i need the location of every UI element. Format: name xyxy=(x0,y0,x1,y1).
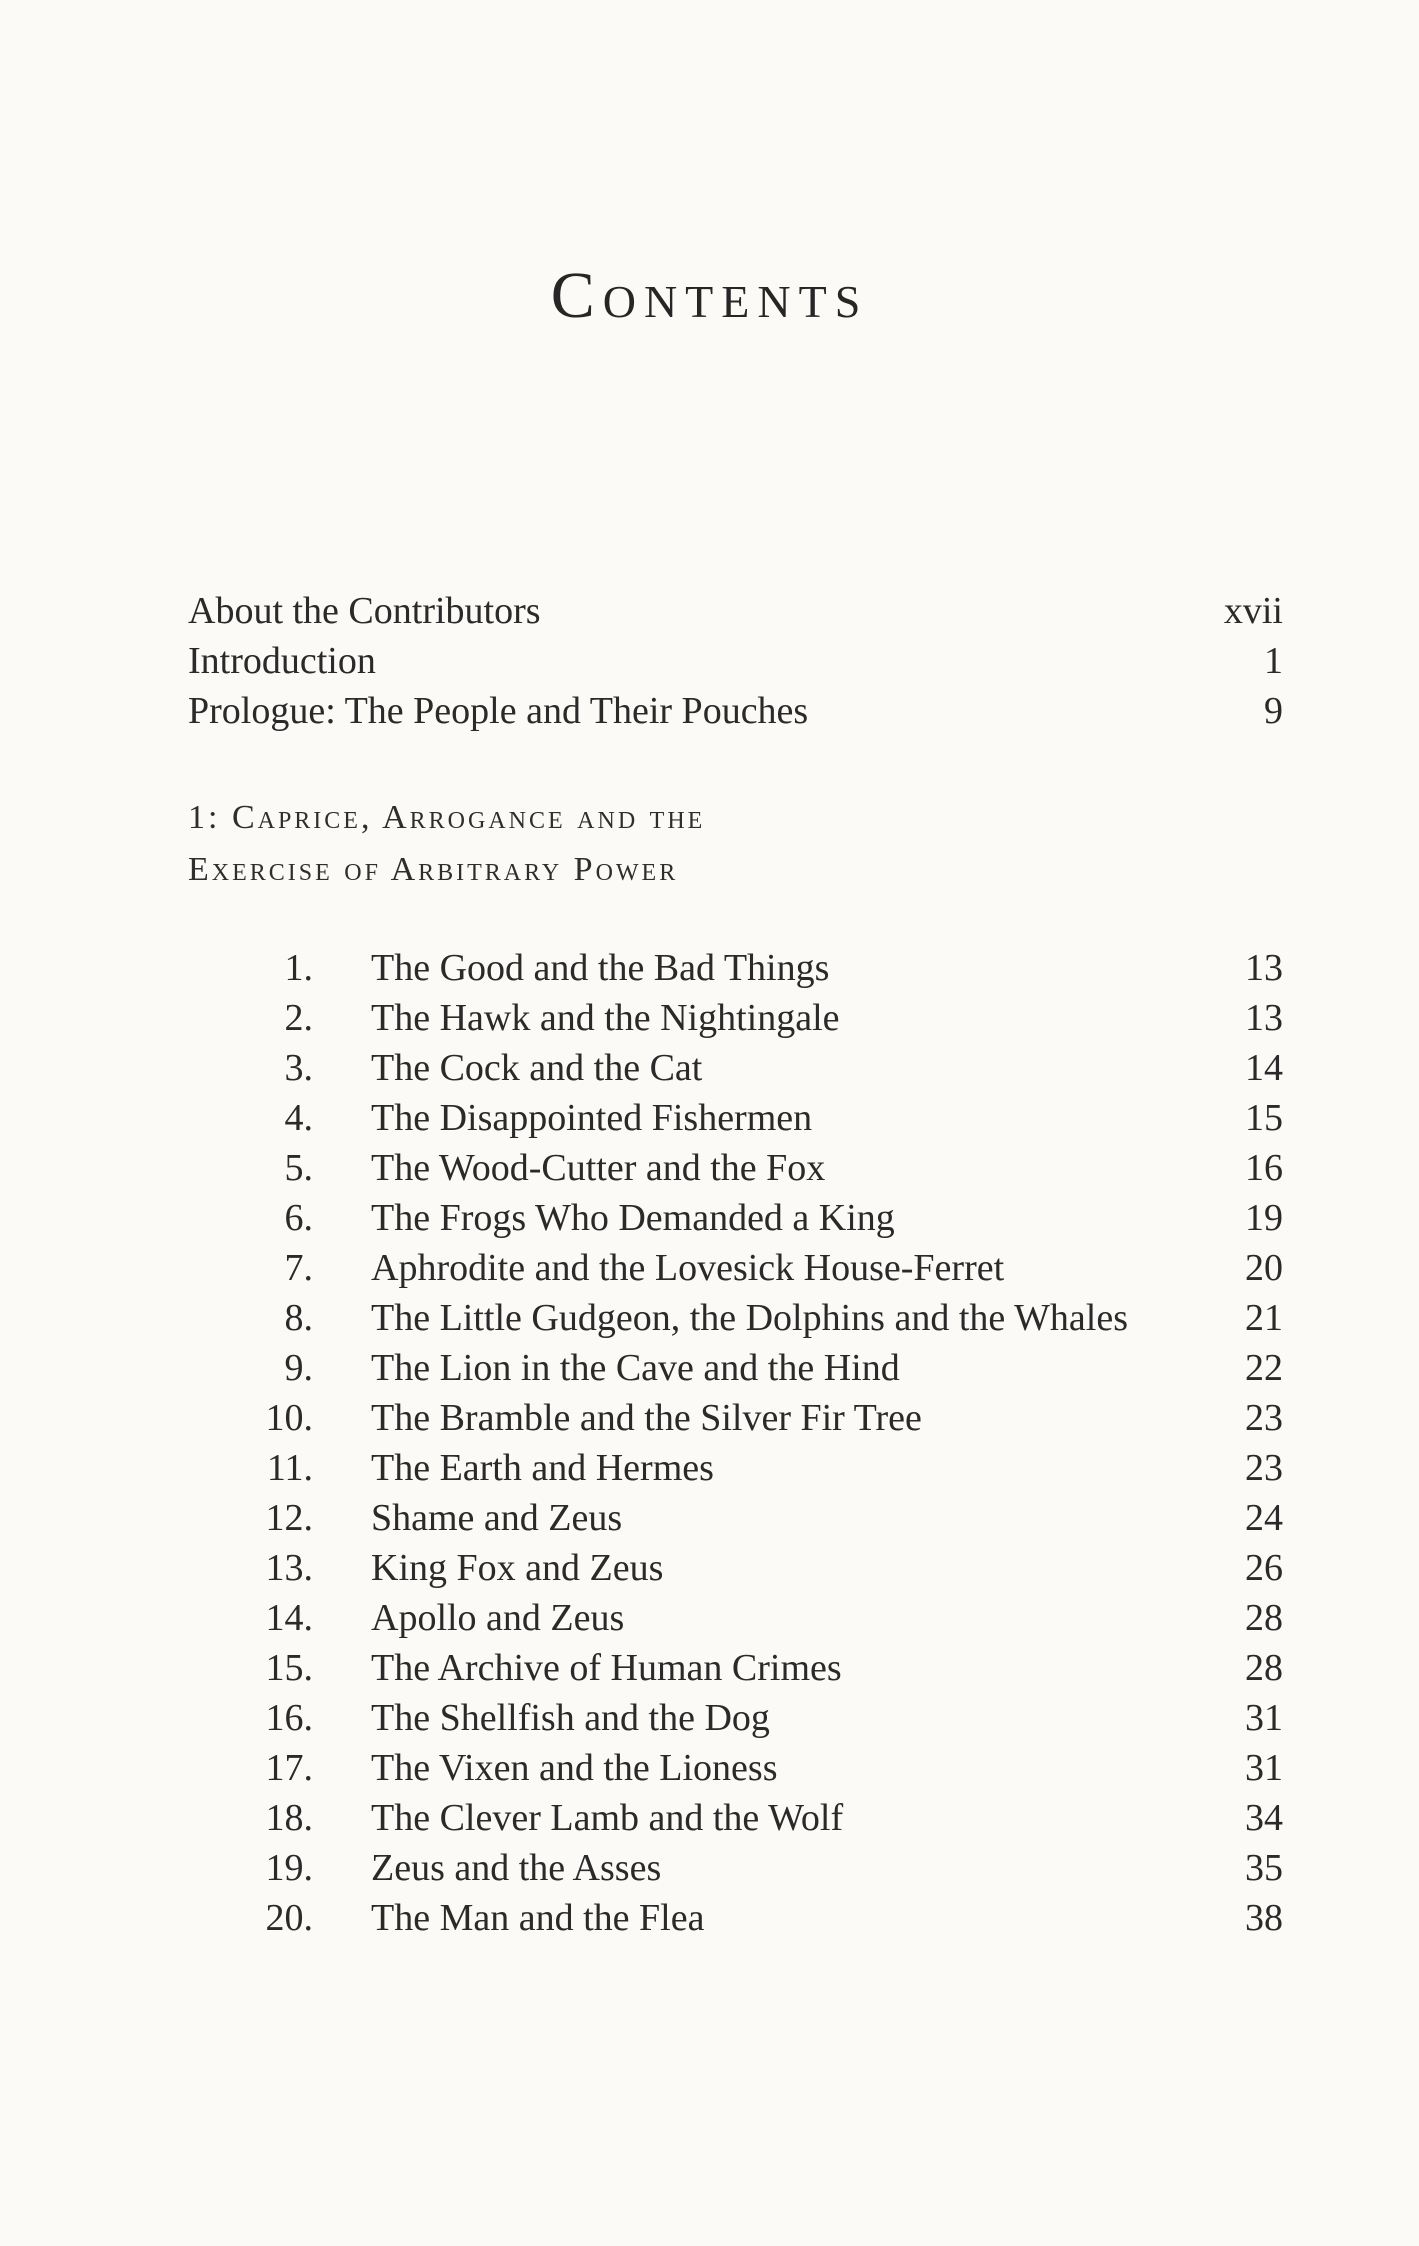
table-of-contents-entry xyxy=(188,1243,1283,1293)
entry-title: The Disappointed Fishermen xyxy=(371,1097,813,1139)
front-matter-label: Introduction xyxy=(188,640,376,682)
entry-number: 15. xyxy=(265,1647,313,1689)
front-matter-item xyxy=(188,686,1283,736)
entry-page-number: 34 xyxy=(1245,1797,1283,1839)
entry-page-number: 26 xyxy=(1245,1547,1283,1589)
entry-title: The Shellfish and the Dog xyxy=(371,1697,770,1739)
table-of-contents-entry xyxy=(188,1793,1283,1843)
entry-number: 8. xyxy=(284,1297,313,1339)
entry-title: The Cock and the Cat xyxy=(371,1047,703,1089)
table-of-contents-entry xyxy=(188,1893,1283,1943)
table-of-contents-entry xyxy=(188,1843,1283,1893)
entry-page-number: 21 xyxy=(1245,1297,1283,1339)
entry-title: Shame and Zeus xyxy=(371,1497,623,1539)
entry-page-number: 23 xyxy=(1245,1447,1283,1489)
front-matter-item xyxy=(188,586,1283,636)
table-of-contents-entry xyxy=(188,1693,1283,1743)
table-of-contents-entry xyxy=(188,1543,1283,1593)
entry-title: The Archive of Human Crimes xyxy=(371,1647,842,1689)
entry-number: 6. xyxy=(284,1197,313,1239)
entry-number: 19. xyxy=(265,1847,313,1889)
entry-number: 10. xyxy=(265,1397,313,1439)
entry-page-number: 22 xyxy=(1245,1347,1283,1389)
entry-title: King Fox and Zeus xyxy=(371,1547,664,1589)
entry-page-number: 31 xyxy=(1245,1747,1283,1789)
entry-page-number: 31 xyxy=(1245,1697,1283,1739)
entry-page-number: 19 xyxy=(1245,1197,1283,1239)
table-of-contents-entry xyxy=(188,1643,1283,1693)
entry-page-number: 24 xyxy=(1245,1497,1283,1539)
entry-page-number: 15 xyxy=(1245,1097,1283,1139)
table-of-contents-entry xyxy=(188,1743,1283,1793)
entry-number: 16. xyxy=(265,1697,313,1739)
entry-title: Apollo and Zeus xyxy=(371,1597,625,1639)
table-of-contents-entry xyxy=(188,993,1283,1043)
entry-title: The Wood-Cutter and the Fox xyxy=(371,1147,826,1189)
entry-number: 7. xyxy=(284,1247,313,1289)
entry-number: 12. xyxy=(265,1497,313,1539)
entry-number: 14. xyxy=(265,1597,313,1639)
front-matter-page: 1 xyxy=(1264,640,1283,682)
entry-title: The Bramble and the Silver Fir Tree xyxy=(371,1397,922,1439)
entry-title: The Earth and Hermes xyxy=(371,1447,714,1489)
entry-number: 11. xyxy=(266,1447,313,1489)
entry-page-number: 20 xyxy=(1245,1247,1283,1289)
entry-number: 9. xyxy=(284,1347,313,1389)
entry-page-number: 35 xyxy=(1245,1847,1283,1889)
front-matter-item xyxy=(188,636,1283,686)
entry-number: 17. xyxy=(265,1747,313,1789)
entry-title: The Frogs Who Demanded a King xyxy=(371,1197,895,1239)
table-of-contents-entry xyxy=(188,1043,1283,1093)
front-matter-page: 9 xyxy=(1264,690,1283,732)
table-of-contents-entry xyxy=(188,1443,1283,1493)
entry-title: Aphrodite and the Lovesick House-Ferret xyxy=(371,1247,1005,1289)
entry-page-number: 16 xyxy=(1245,1147,1283,1189)
entry-title: The Lion in the Cave and the Hind xyxy=(371,1347,900,1389)
table-of-contents-entry xyxy=(188,1493,1283,1543)
table-of-contents-entry xyxy=(188,1293,1283,1343)
front-matter-page: xvii xyxy=(1223,590,1283,632)
front-matter-label: Prologue: The People and Their Pouches xyxy=(188,690,809,732)
part-heading-line2: Exercise of Arbitrary Power xyxy=(188,851,679,888)
entry-title: The Man and the Flea xyxy=(371,1897,705,1939)
entry-number: 3. xyxy=(284,1047,313,1089)
table-of-contents-entry xyxy=(188,1093,1283,1143)
entry-number: 4. xyxy=(284,1097,313,1139)
entry-page-number: 13 xyxy=(1245,947,1283,989)
table-of-contents-entry xyxy=(188,1193,1283,1243)
entry-title: Zeus and the Asses xyxy=(371,1847,662,1889)
entry-title: The Little Gudgeon, the Dolphins and the Whales xyxy=(371,1297,1129,1339)
entry-number: 5. xyxy=(284,1147,313,1189)
front-matter-list xyxy=(188,586,1283,736)
entry-page-number: 23 xyxy=(1245,1397,1283,1439)
entry-title: The Vixen and the Lioness xyxy=(371,1747,778,1789)
part-heading xyxy=(188,792,705,896)
entry-number: 1. xyxy=(284,947,313,989)
front-matter-label: About the Contributors xyxy=(188,590,541,632)
table-of-contents-entry xyxy=(188,1393,1283,1443)
entry-number: 13. xyxy=(265,1547,313,1589)
part-heading-line1: 1: Caprice, Arrogance and the xyxy=(188,799,706,836)
entry-title: The Good and the Bad Things xyxy=(371,947,830,989)
entry-page-number: 38 xyxy=(1245,1897,1283,1939)
page-title: Contents xyxy=(550,259,869,332)
entry-number: 18. xyxy=(265,1797,313,1839)
entry-page-number: 14 xyxy=(1245,1047,1283,1089)
entry-page-number: 28 xyxy=(1245,1647,1283,1689)
table-of-contents-entry xyxy=(188,1593,1283,1643)
entry-number: 20. xyxy=(265,1897,313,1939)
entry-page-number: 13 xyxy=(1245,997,1283,1039)
chapter-entry-list xyxy=(188,943,1283,1943)
entry-title: The Clever Lamb and the Wolf xyxy=(371,1797,844,1839)
entry-number: 2. xyxy=(284,997,313,1039)
table-of-contents-entry xyxy=(188,1143,1283,1193)
entry-page-number: 28 xyxy=(1245,1597,1283,1639)
table-of-contents-entry xyxy=(188,943,1283,993)
table-of-contents-entry xyxy=(188,1343,1283,1393)
entry-title: The Hawk and the Nightingale xyxy=(371,997,840,1039)
